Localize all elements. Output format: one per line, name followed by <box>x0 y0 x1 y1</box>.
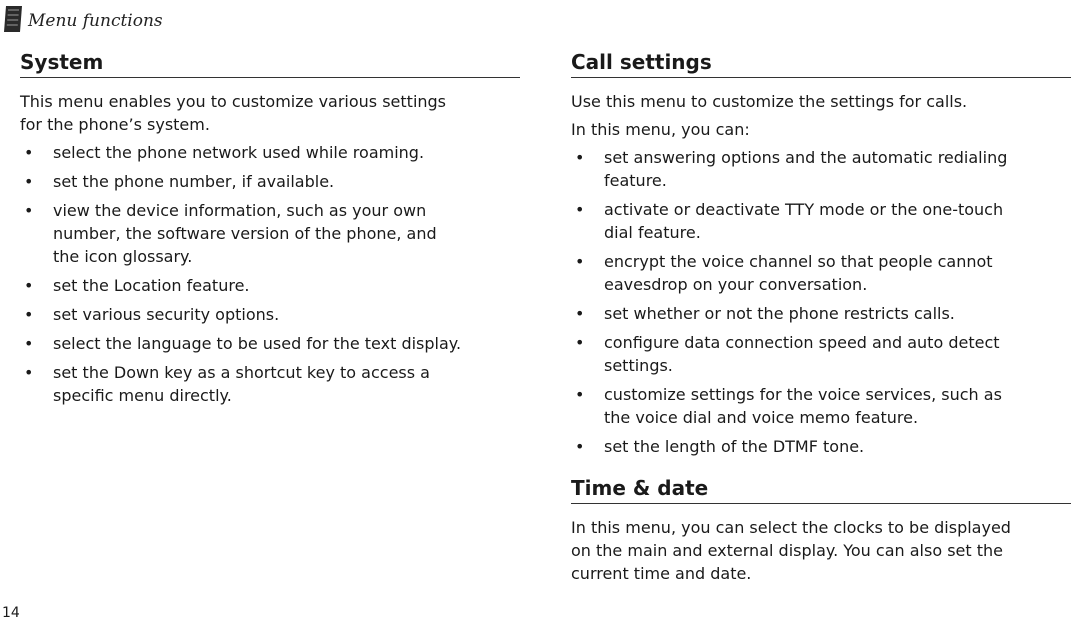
bullet-icon: • <box>575 385 585 404</box>
bullet-icon: • <box>575 252 585 271</box>
list-item: • customize settings for the voice services, such as the voice dial and voice memo feature. <box>575 385 1002 427</box>
bullet-icon: • <box>575 200 585 219</box>
header-title: Menu functions <box>28 11 163 31</box>
right-column <box>571 50 1071 590</box>
time-date-text: In this menu, you can select the clocks to be displayed on the main and external display. You can also set the current time and date. <box>571 518 1011 583</box>
system-bullet-list <box>20 141 520 407</box>
page-number: 14 <box>2 605 20 621</box>
bullet-icon: • <box>24 305 34 324</box>
call-settings-bullet-list <box>571 146 1071 458</box>
bullet-icon: • <box>24 172 34 191</box>
system-intro: This menu enables you to customize various settings for the phone’s system. <box>20 92 447 134</box>
page-header <box>2 4 163 34</box>
bullet-icon: • <box>24 143 34 162</box>
time-date-heading: Time & date <box>571 476 1071 504</box>
call-settings-intro-2: In this menu, you can: <box>571 120 750 139</box>
list-item: • set various security options. <box>24 305 280 324</box>
call-settings-heading: Call settings <box>571 50 1071 78</box>
bullet-icon: • <box>24 363 34 382</box>
system-heading: System <box>20 50 520 78</box>
list-item: • set the Down key as a shortcut key to access a specific menu directly. <box>24 363 430 405</box>
list-item: • set answering options and the automatic redialing feature. <box>575 148 1008 190</box>
list-item: • set the Location feature. <box>24 276 250 295</box>
list-item: • set the phone number, if available. <box>24 172 335 191</box>
bullet-icon: • <box>575 304 585 323</box>
list-item: • view the device information, such as your own number, the software version of the phone, and the icon glossary. <box>24 201 437 266</box>
left-column <box>20 50 520 413</box>
bullet-icon: • <box>24 201 34 220</box>
call-settings-intro: Use this menu to customize the settings for calls. <box>571 92 968 111</box>
bullet-icon: • <box>575 437 585 456</box>
time-date-section <box>571 476 1071 585</box>
tab-marker-icon <box>2 5 24 33</box>
list-item: • activate or deactivate TTY mode or the one-touch dial feature. <box>575 200 1004 242</box>
list-item: • configure data connection speed and auto detect settings. <box>575 333 1000 375</box>
bullet-icon: • <box>24 276 34 295</box>
list-item: • select the phone network used while roaming. <box>24 143 425 162</box>
list-item: • set the length of the DTMF tone. <box>575 437 865 456</box>
bullet-icon: • <box>575 148 585 167</box>
bullet-icon: • <box>24 334 34 353</box>
list-item: • set whether or not the phone restricts calls. <box>575 304 955 323</box>
list-item: • encrypt the voice channel so that people cannot eavesdrop on your conversation. <box>575 252 993 294</box>
bullet-icon: • <box>575 333 585 352</box>
list-item: • select the language to be used for the text display. <box>24 334 462 353</box>
